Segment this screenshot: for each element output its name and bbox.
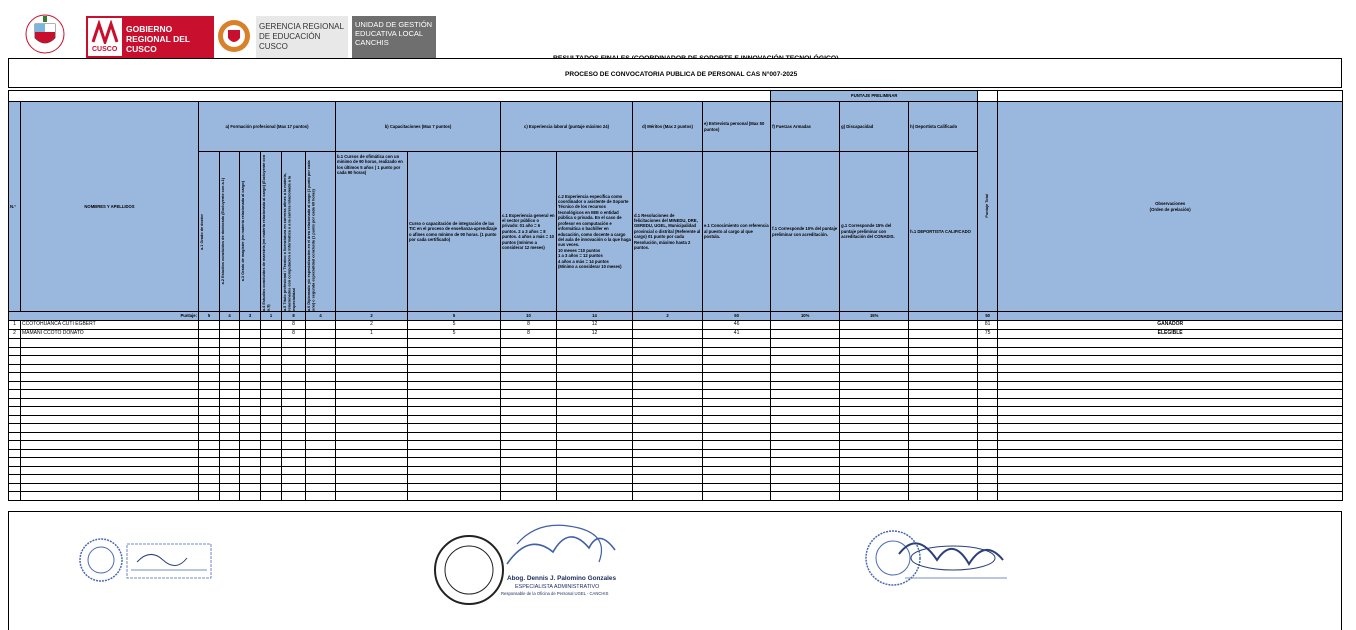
row-c2: 12 bbox=[557, 321, 633, 330]
empty-table-row bbox=[9, 424, 1343, 433]
g1-header: g.1 Corresponde 15% del puntaje preliminar con acreditación del CONADIS. bbox=[840, 152, 909, 312]
col-e-header: e) Entrevista personal (Max 50 puntos) bbox=[703, 102, 771, 152]
empty-rows bbox=[9, 339, 1343, 501]
process-banner bbox=[8, 58, 1342, 88]
a5-header bbox=[282, 152, 306, 312]
a6-header bbox=[306, 152, 336, 312]
table-row bbox=[9, 321, 1343, 330]
a6-text: a.6 Diplomado y/o especialización en el área relacionada al cargo (1 punto por cada uno) o segunda especialidad concluida (1 punto por cada 60 horas) bbox=[307, 159, 316, 311]
a1-text: a.1 Grado de doctor bbox=[200, 213, 204, 250]
results-table bbox=[8, 90, 1343, 501]
empty-table-row bbox=[9, 458, 1343, 467]
col-c-header: c) Experiencia laboral (puntaje máximo 24) bbox=[501, 102, 633, 152]
puntaje-c2: 14 bbox=[557, 312, 633, 321]
a1-header bbox=[199, 152, 220, 312]
empty-table-row bbox=[9, 449, 1343, 458]
puntaje-preliminar-header: PUNTAJE PRELIMINAR bbox=[771, 91, 978, 102]
a2-header bbox=[220, 152, 240, 312]
a2-text: a.2 Estudios concluidos de doctorado (Excluyente con a.1) bbox=[221, 178, 225, 285]
table-row bbox=[9, 330, 1343, 339]
a4-header bbox=[261, 152, 282, 312]
b2-header: Curso o capacitación de integración de las TIC en el proceso de enseñanza-aprendizaje o afines como mínimo de 90 horas. (1 punto por cada certificado) bbox=[408, 152, 501, 312]
puntaje-h1 bbox=[909, 312, 978, 321]
puntaje-row bbox=[9, 312, 1343, 321]
gore-cusco-logo bbox=[86, 16, 214, 58]
col-name-header: NOMBRES Y APELLIDOS bbox=[21, 102, 199, 312]
row-number: 1 bbox=[9, 321, 21, 330]
a3-text: a.3 Grado de magíster (en materia relacionada al cargo) bbox=[241, 181, 245, 282]
row-number: 2 bbox=[9, 330, 21, 339]
puntaje-f1: 10% bbox=[771, 312, 840, 321]
signature-name: Abog. Dennis J. Palomino Gonzales bbox=[507, 575, 617, 582]
b1-header: b.1 Cursos de ofimática con un mínimo de 90 horas, realizado en los últimos 5 años ( 1 punto por cada 90 horas) bbox=[336, 152, 408, 312]
col-d-header: d) Méritos (Max 2 puntos) bbox=[633, 102, 703, 152]
empty-table-row bbox=[9, 415, 1343, 424]
col-b-header: b) Capacitaciones (Max 7 puntos) bbox=[336, 102, 501, 152]
col-f-header: f) Fuerzas Armadas bbox=[771, 102, 840, 152]
ugel-logo: UNIDAD DE GESTIÓN EDUCATIVA LOCAL CANCHIS bbox=[352, 16, 436, 58]
col-g-header: g) Discapacidad bbox=[840, 102, 909, 152]
a4-text: a.4 Estudios concluidos de maestría (en materia relacionada al cargo) (Excluyente con a.3) bbox=[262, 154, 271, 311]
a3-header bbox=[240, 152, 261, 312]
h1-header: h.1 DEPORTISTA CALIFICADO bbox=[909, 152, 978, 312]
f1-header: f.1 Corresponde 10% del puntaje preliminar con acreditación. bbox=[771, 152, 840, 312]
empty-table-row bbox=[9, 398, 1343, 407]
puntaje-g1: 15% bbox=[840, 312, 909, 321]
drec-emblem-icon bbox=[216, 16, 252, 56]
e1-header: e.1 Conocimiento con referencia al puesto al cargo al que postula. bbox=[703, 152, 771, 312]
grec-logo: GERENCIA REGIONAL DE EDUCACIÓN CUSCO bbox=[256, 16, 348, 58]
empty-table-row bbox=[9, 347, 1343, 356]
stamp-left-icon bbox=[75, 534, 215, 586]
empty-table-row bbox=[9, 432, 1343, 441]
empty-table-row bbox=[9, 364, 1343, 373]
signature-role: ESPECIALISTA ADMINISTRATIVO bbox=[515, 584, 600, 590]
empty-table-row bbox=[9, 356, 1343, 365]
row-b2: 5 bbox=[408, 321, 501, 330]
stamp-right-icon bbox=[857, 524, 1013, 594]
d1-header: d.1 Resoluciones de felicitaciones del MINEDU, DRE, GEREDU, UGEL, Municipalidad provincial o distrital (Referente al cargo) 01 punto por cada Resolución, máximo hasta 2 puntos. bbox=[633, 152, 703, 312]
row-total: 75 bbox=[978, 330, 998, 339]
col-number-header: N.° bbox=[9, 102, 21, 312]
row-e1: 46 bbox=[703, 321, 771, 330]
col-total-header bbox=[978, 102, 998, 312]
empty-table-row bbox=[9, 492, 1343, 501]
row-a5: 8 bbox=[282, 321, 306, 330]
empty-table-row bbox=[9, 475, 1343, 484]
puntaje-e1: 50 bbox=[703, 312, 771, 321]
empty-table-row bbox=[9, 407, 1343, 416]
empty-table-row bbox=[9, 483, 1343, 492]
empty-table-row bbox=[9, 441, 1343, 450]
puntaje-a2: 4 bbox=[220, 312, 240, 321]
row-name: CCOTOHUANCA CUTI EGBERT bbox=[21, 321, 199, 330]
row-b1: 2 bbox=[336, 321, 408, 330]
peru-coat-of-arms-icon bbox=[20, 12, 70, 56]
gore-emblem-icon bbox=[91, 20, 119, 44]
document-header bbox=[8, 8, 1342, 58]
puntaje-a3: 3 bbox=[240, 312, 261, 321]
row-e1: 41 bbox=[703, 330, 771, 339]
gore-sub: CUSCO bbox=[92, 46, 118, 53]
row-c1: 8 bbox=[501, 321, 557, 330]
puntaje-d1: 2 bbox=[633, 312, 703, 321]
empty-table-row bbox=[9, 373, 1343, 382]
a5-text: a.5 Título profesional / Técnico o licenciatura en carreras afines a la materia, relacionados con computación o informática o a la carrera relacionada a la especialidad bbox=[283, 172, 296, 311]
row-a5: 8 bbox=[282, 330, 306, 339]
process-title: PROCESO DE CONVOCATORIA PUBLICA DE PERSONAL CAS N°007-2025 bbox=[565, 71, 798, 78]
stamp-center-icon bbox=[429, 514, 639, 618]
row-b1: 1 bbox=[336, 330, 408, 339]
row-name: MAMANI CCOTO DONATO bbox=[21, 330, 199, 339]
empty-table-row bbox=[9, 390, 1343, 399]
row-c1: 8 bbox=[501, 330, 557, 339]
c2-header: c.2 Experiencia específica como coordinador o asistente de Soporte Técnico de los recursos tecnológicos en IIEE o entidad pública o privada. En el caso de profesor en computación e informática o bachiller en educación, como docente a cargo del aula de innovación o la que haga sus veces. 10 meses =10 puntos 1 a 3 años = 12 puntos 4 años a más = 14 puntos (Mínimo a considerar 10 meses) bbox=[557, 152, 633, 312]
col-a-header: a) Formación profesional (Max 17 puntos) bbox=[199, 102, 336, 152]
col-h-header: h) Deportista Calificado bbox=[909, 102, 978, 152]
c1-header: c.1 Experiencia general en el sector público o privado: 01 año = 6 puntos. 2 a 3 años = 8 puntos. 4 años a más = 10 puntos (mínimo a considerar 12 meses) bbox=[501, 152, 557, 312]
puntaje-a6: 4 bbox=[306, 312, 336, 321]
empty-table-row bbox=[9, 466, 1343, 475]
row-b2: 5 bbox=[408, 330, 501, 339]
row-c2: 12 bbox=[557, 330, 633, 339]
puntaje-label: Puntaje: bbox=[9, 312, 199, 321]
puntaje-a4: 1 bbox=[261, 312, 282, 321]
puntaje-b2: 5 bbox=[408, 312, 501, 321]
row-observation: GANADOR bbox=[998, 321, 1343, 330]
empty-table-row bbox=[9, 381, 1343, 390]
gore-name: GOBIERNO REGIONAL DEL CUSCO bbox=[126, 24, 190, 54]
total-header-text: Puntaje Total bbox=[985, 194, 990, 218]
puntaje-c1: 10 bbox=[501, 312, 557, 321]
signatures-area bbox=[8, 511, 1342, 630]
row-observation: ELEGIBLE bbox=[998, 330, 1343, 339]
row-total: 81 bbox=[978, 321, 998, 330]
signature-area: Responsable de la Oficina de Personal UGEL - CANCHIS bbox=[501, 591, 609, 596]
puntaje-a1: 5 bbox=[199, 312, 220, 321]
puntaje-a5: 8 bbox=[282, 312, 306, 321]
col-observations-header: Observaciones (Orden de prelación) bbox=[998, 102, 1343, 312]
puntaje-b1: 2 bbox=[336, 312, 408, 321]
empty-table-row bbox=[9, 339, 1343, 348]
puntaje-total: 50 bbox=[978, 312, 998, 321]
